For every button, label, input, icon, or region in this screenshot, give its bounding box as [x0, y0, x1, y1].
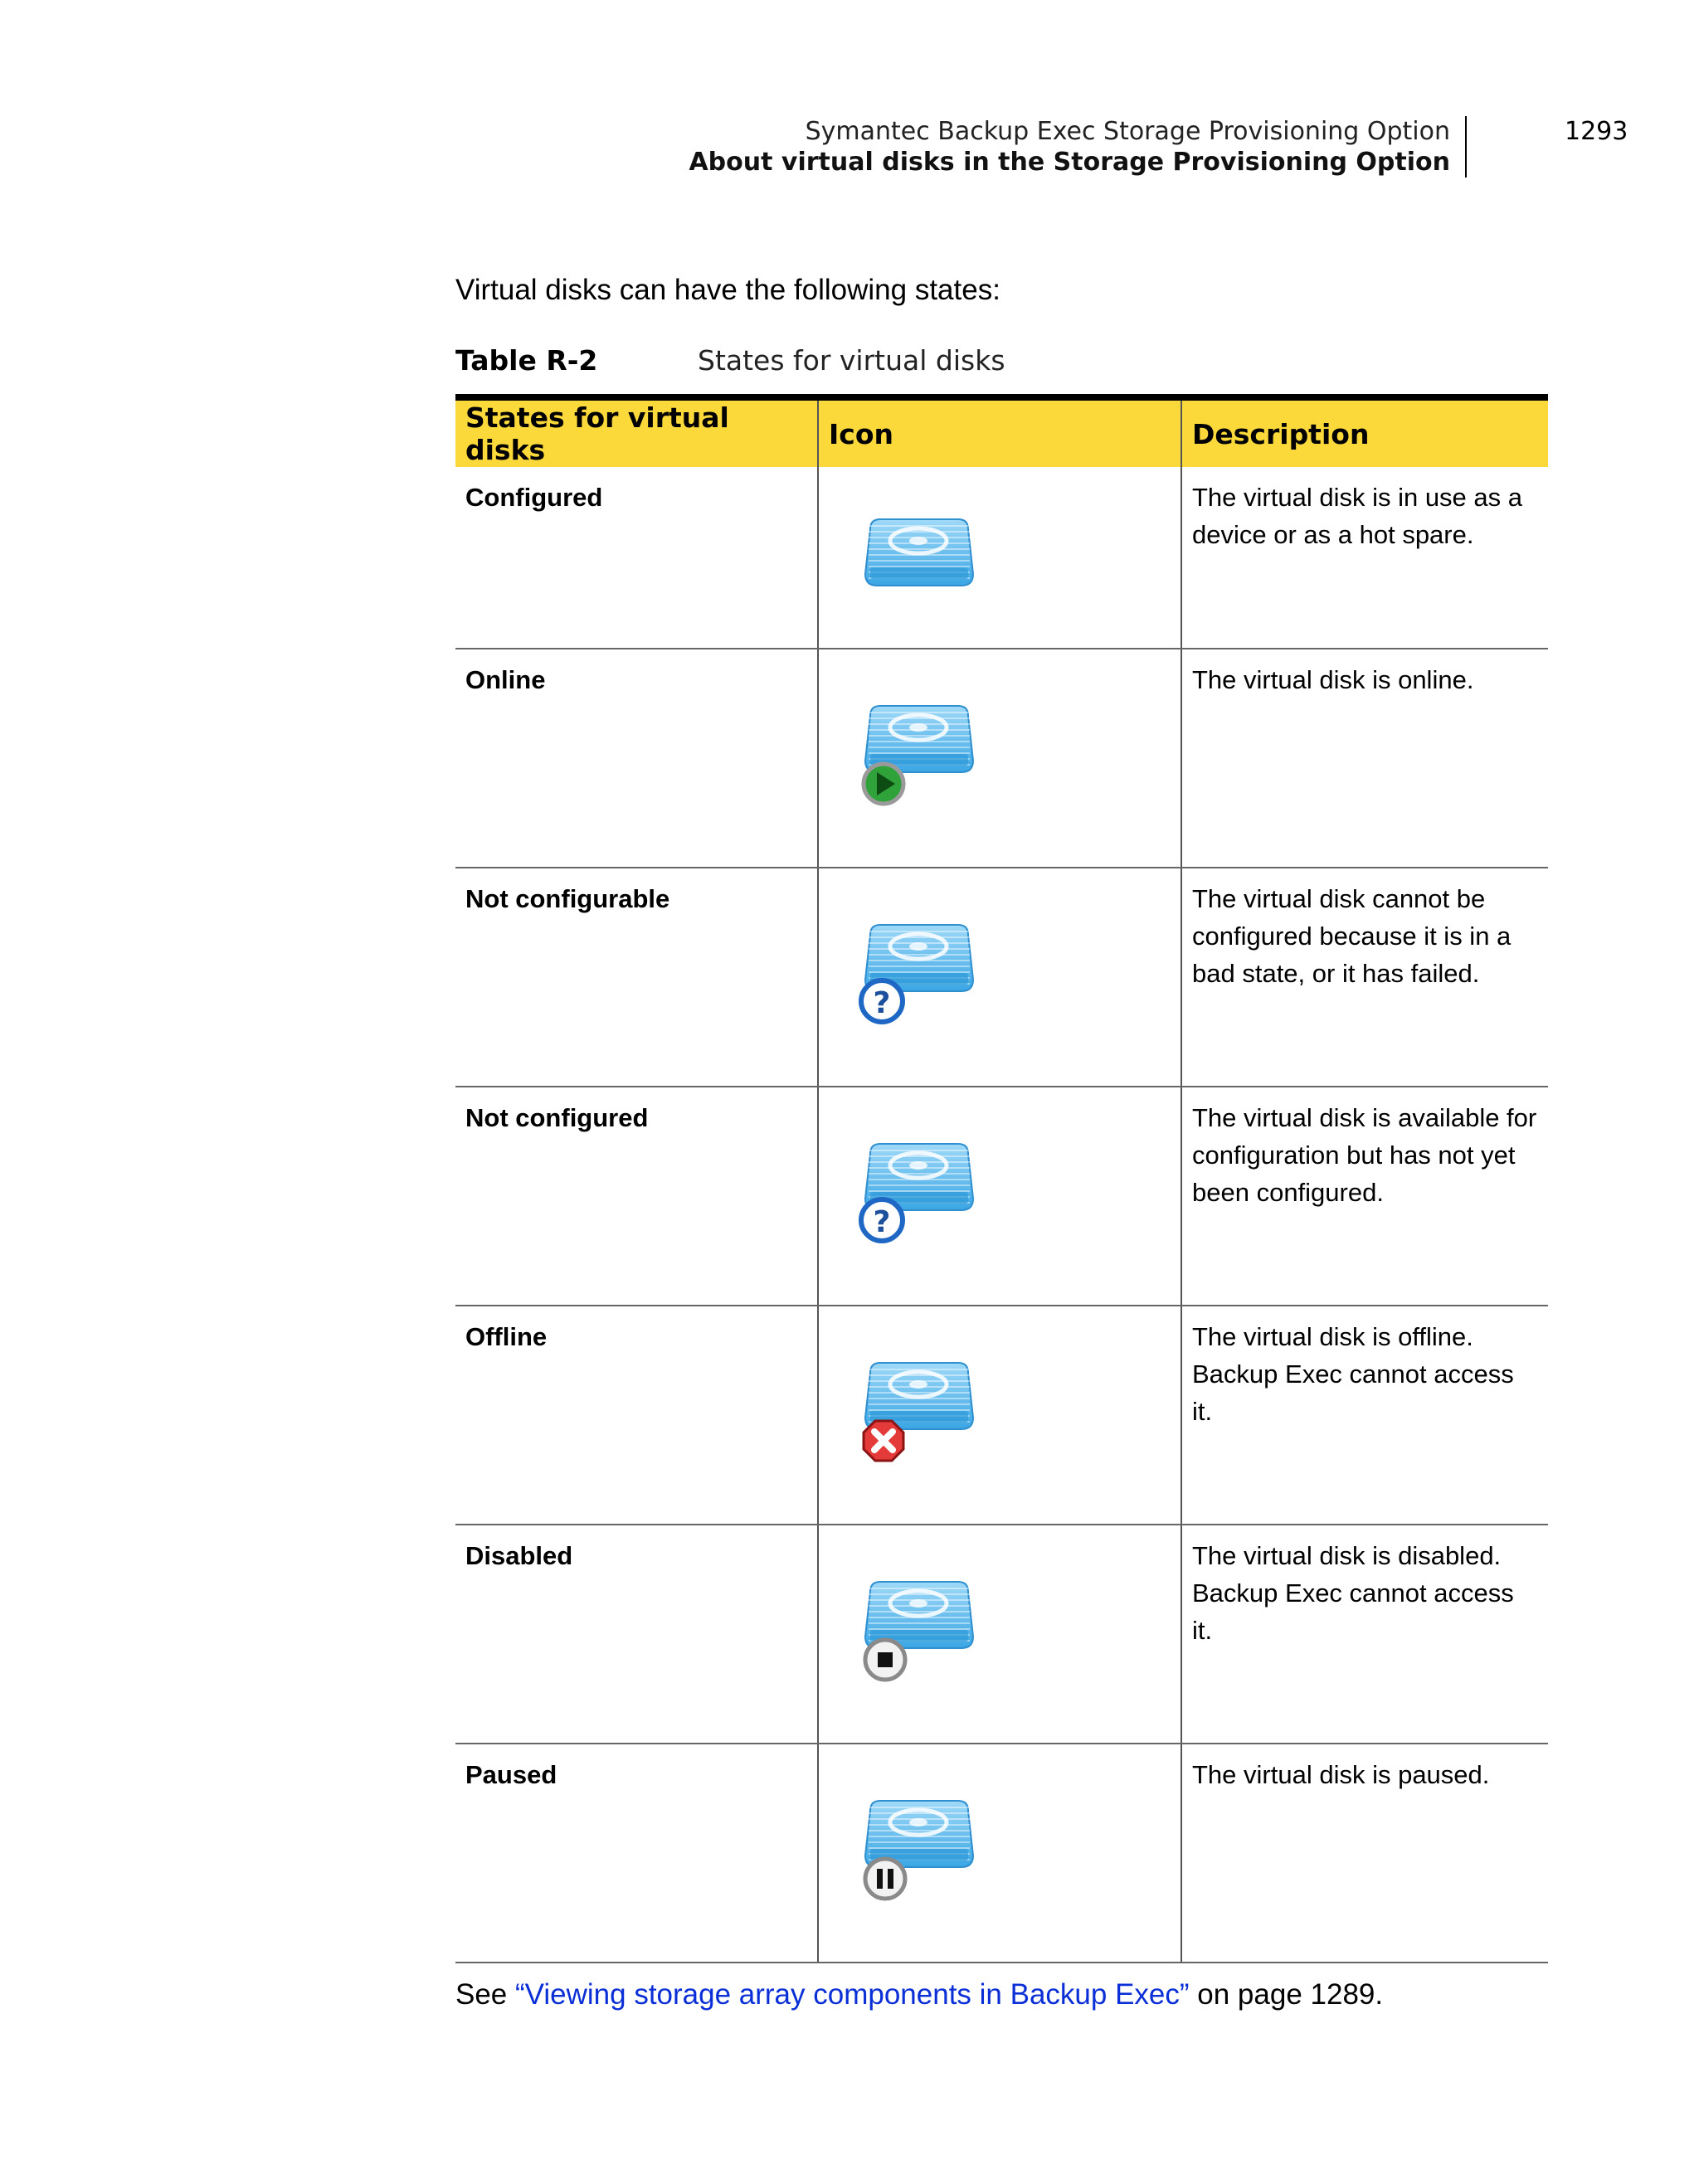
- table-row: [455, 649, 1548, 868]
- state-name-cell: Not configurable: [455, 868, 818, 1087]
- table-row: [455, 868, 1548, 1087]
- state-description-cell: The virtual disk is disabled. Backup Exec cannot access it.: [1181, 1525, 1548, 1744]
- state-description-cell: The virtual disk is offline. Backup Exec cannot access it.: [1181, 1306, 1548, 1525]
- disk-not-configured-icon: [852, 1129, 985, 1253]
- state-name-cell: Online: [455, 649, 818, 868]
- see-also-line: [455, 1978, 1383, 2011]
- svg-text:?: ?: [873, 1205, 891, 1239]
- table-row: [455, 467, 1548, 649]
- column-header-state: States for virtual disks: [455, 397, 818, 467]
- state-icon-cell: [818, 1744, 1181, 1963]
- header-section-title: About virtual disks in the Storage Provisioning Option: [689, 148, 1450, 177]
- table-row: [455, 1525, 1548, 1744]
- states-table: [455, 394, 1548, 1963]
- disk-disabled-icon: [852, 1567, 985, 1691]
- state-name-cell: Paused: [455, 1744, 818, 1963]
- state-icon-cell: [818, 1525, 1181, 1744]
- state-description-cell: The virtual disk is paused.: [1181, 1744, 1548, 1963]
- table-row: [455, 1087, 1548, 1306]
- column-header-description: Description: [1181, 397, 1548, 467]
- table-title: States for virtual disks: [698, 344, 1005, 377]
- state-icon-cell: [818, 649, 1181, 868]
- state-icon-cell: [818, 868, 1181, 1087]
- table-row: [455, 1306, 1548, 1525]
- header-chapter-title: Symantec Backup Exec Storage Provisioning Option: [805, 117, 1450, 146]
- table-row: [455, 1744, 1548, 1963]
- state-icon-cell: [818, 1087, 1181, 1306]
- running-header: [689, 116, 1467, 178]
- disk-configured-icon: [852, 504, 985, 629]
- svg-text:?: ?: [873, 986, 891, 1020]
- column-header-icon: Icon: [818, 397, 1181, 467]
- state-name-cell: Disabled: [455, 1525, 818, 1744]
- table-caption: [455, 344, 1005, 377]
- state-description-cell: The virtual disk is online.: [1181, 649, 1548, 868]
- state-icon-cell: [818, 1306, 1181, 1525]
- state-description-cell: The virtual disk is available for configuration but has not yet been configured.: [1181, 1087, 1548, 1306]
- disk-online-icon: [852, 691, 985, 815]
- cross-reference-link[interactable]: “Viewing storage array components in Backup Exec”: [515, 1978, 1190, 2011]
- disk-paused-icon: [852, 1786, 985, 1910]
- state-description-cell: The virtual disk cannot be configured because it is in a bad state, or it has failed.: [1181, 868, 1548, 1087]
- state-description-cell: The virtual disk is in use as a device or as a hot spare.: [1181, 467, 1548, 649]
- page-number: 1293: [1565, 117, 1628, 146]
- state-name-cell: Configured: [455, 467, 818, 649]
- disk-offline-icon: [852, 1348, 985, 1472]
- see-also-suffix: on page 1289.: [1189, 1978, 1384, 2011]
- disk-not-configurable-icon: [852, 910, 985, 1034]
- state-name-cell: Not configured: [455, 1087, 818, 1306]
- intro-paragraph: Virtual disks can have the following states:: [455, 274, 1000, 306]
- state-icon-cell: [818, 467, 1181, 649]
- see-also-prefix: See: [455, 1978, 515, 2011]
- table-header-row: [455, 397, 1548, 467]
- state-name-cell: Offline: [455, 1306, 818, 1525]
- table-number: Table R-2: [455, 344, 598, 377]
